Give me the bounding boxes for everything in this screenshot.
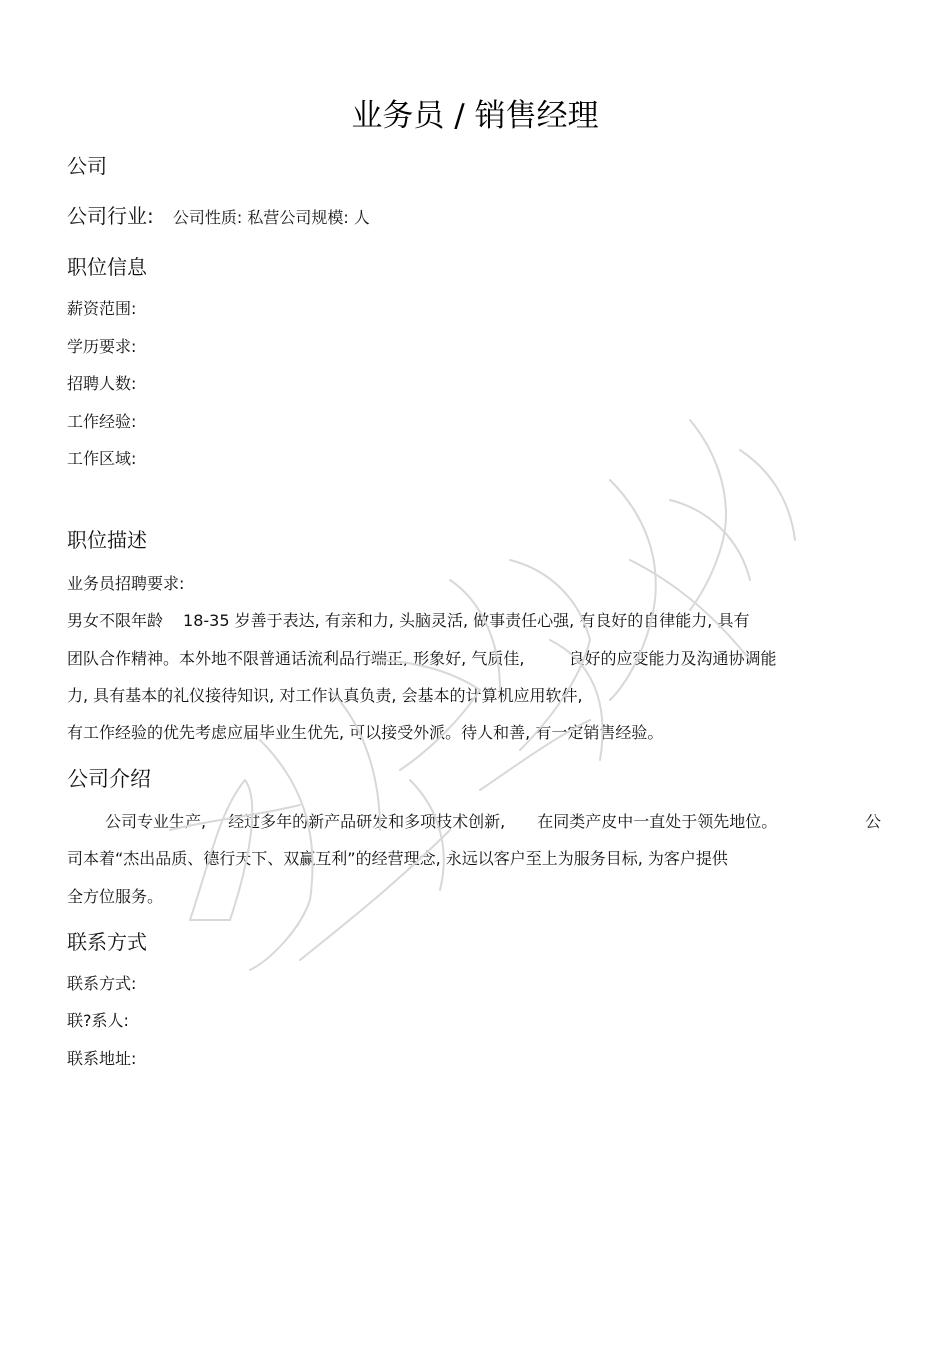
contact-address-field: 联系地址: — [67, 1049, 137, 1068]
salary-range-field: 薪资范围: — [67, 299, 137, 318]
experience-field: 工作经验: — [67, 412, 137, 431]
contact-person-field: 联?系人: — [67, 1011, 129, 1030]
page-title: 业务员 / 销售经理 — [351, 98, 599, 134]
company-intro-line: 司本着“杰出品质、德行天下、双赢互利”的经营理念, 永远以客户至上为服务目标, 为客户提供 — [67, 849, 728, 868]
contact-heading: 联系方式 — [67, 930, 147, 954]
job-description-line: 有工作经验的优先考虑应届毕业生优先, 可以接受外派。待人和善, 有一定销售经验。 — [67, 723, 664, 742]
company-intro-line: 全方位服务。 — [67, 887, 164, 906]
job-description-heading: 职位描述 — [67, 528, 147, 552]
job-description-line: 男女不限年龄 18-35 岁善于表达, 有亲和力, 头脑灵活, 做事责任心强, 有良好的自律能力, 具有 — [67, 611, 750, 630]
company-industry-row — [67, 202, 370, 230]
company-intro-heading: 公司介绍 — [67, 767, 151, 791]
job-description-lead: 业务员招聘要求: — [67, 574, 185, 593]
work-area-field: 工作区域: — [67, 449, 137, 468]
job-description-line: 力, 具有基本的礼仪接待知识, 对工作认真负责, 会基本的计算机应用软件, — [67, 686, 583, 705]
headcount-field: 招聘人数: — [67, 374, 137, 393]
company-intro-line: 公司专业生产, 经过多年的新产品研发和多项技术创新, 在同类产皮中一直处于领先地位。 — [105, 812, 778, 831]
position-info-heading: 职位信息 — [67, 255, 147, 279]
company-industry-label: 公司行业: — [67, 204, 154, 228]
contact-method-field: 联系方式: — [67, 974, 137, 993]
education-field: 学历要求: — [67, 337, 137, 356]
company-nature-scale: 公司性质: 私营公司规模: 人 — [172, 208, 370, 227]
company-name-label: 公司 — [67, 154, 107, 178]
company-intro-line-end: 公 — [865, 812, 882, 831]
job-description-line: 团队合作精神。本外地不限普通话流利品行端正, 形象好, 气质佳, 良好的应变能力及沟通协调能 — [67, 649, 777, 668]
